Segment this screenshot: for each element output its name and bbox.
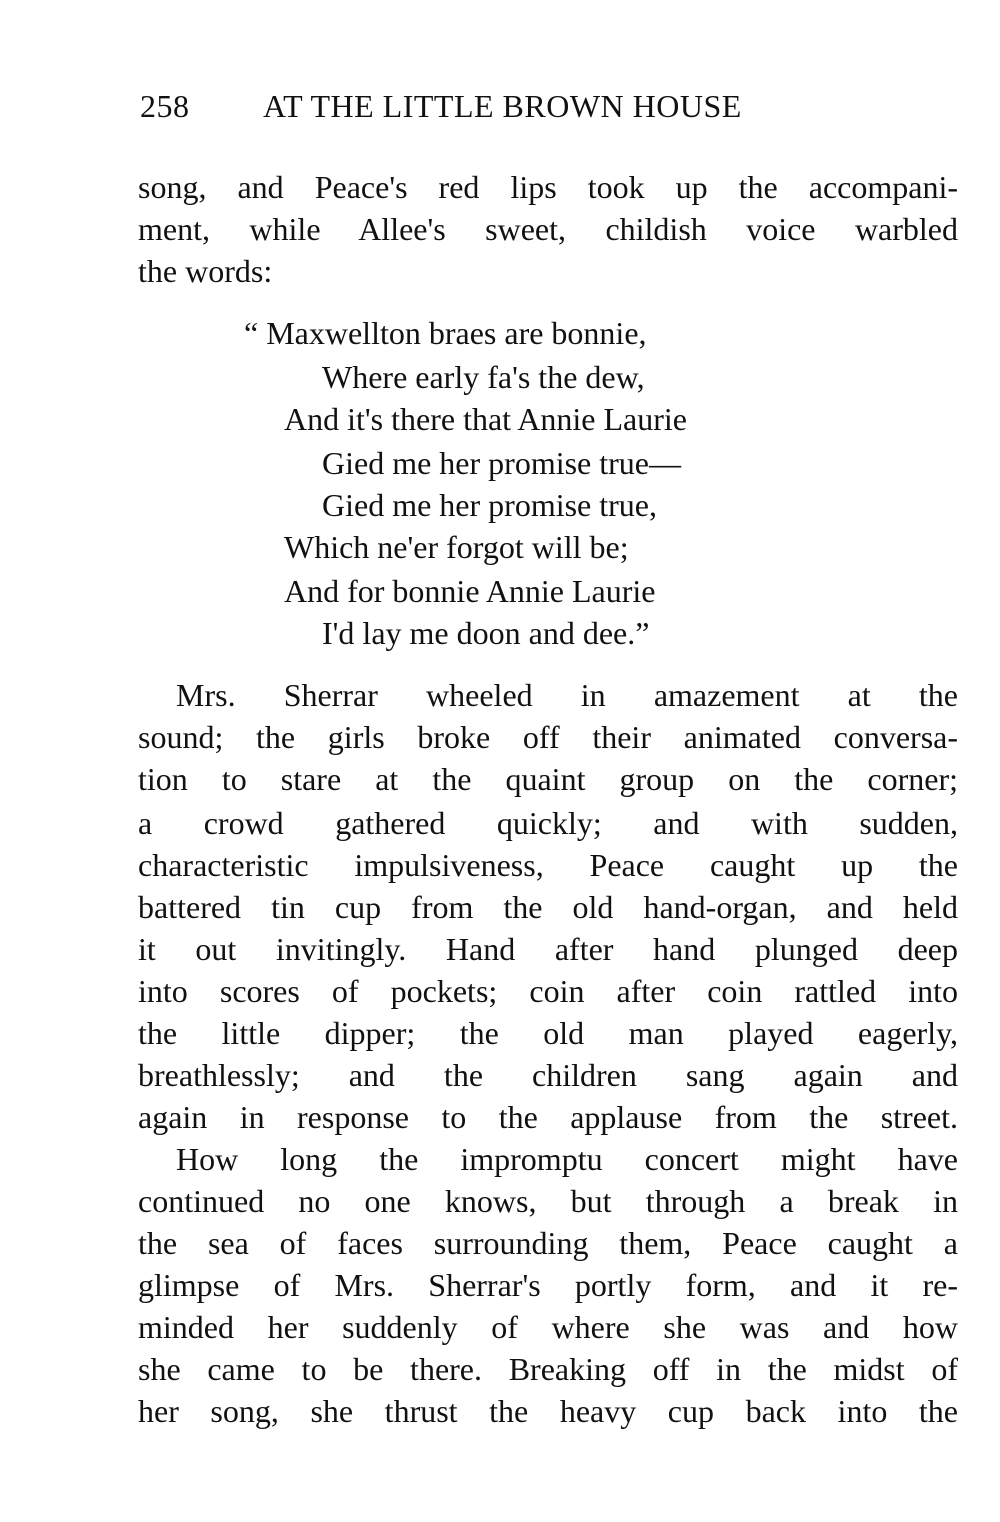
text-line: Mrs. Sherrar wheeled in amazement at the [176,677,958,713]
text-line: the words: [138,253,273,289]
text-line: continued no one knows, but through a break in [138,1183,958,1219]
text-line: minded her suddenly of where she was and how [138,1309,958,1345]
text-line: her song, she thrust the heavy cup back into the [138,1393,958,1429]
text-line: she came to be there. Breaking off in the midst of [138,1351,958,1387]
text-line: characteristic impulsiveness, Peace caught up the [138,847,958,883]
text-line: battered tin cup from the old hand-organ, and held [138,889,958,925]
running-title: AT THE LITTLE BROWN HOUSE [263,88,742,124]
text-line: How long the impromptu concert might have [176,1141,958,1177]
text-line: song, and Peace's red lips took up the accompani- [138,169,958,205]
text-line: into scores of pockets; coin after coin rattled into [138,973,958,1009]
text-line: breathlessly; and the children sang again and [138,1057,958,1093]
text-line: the little dipper; the old man played eagerly, [138,1015,958,1051]
text-line: a crowd gathered quickly; and with sudden, [138,805,958,841]
verse-line: Where early fa's the dew, [322,359,645,395]
verse-line: And for bonnie Annie Laurie [284,573,656,609]
text-line: glimpse of Mrs. Sherrar's portly form, and it re- [138,1267,958,1303]
verse-line: Which ne'er forgot will be; [284,529,629,565]
text-line: tion to stare at the quaint group on the corner; [138,761,958,797]
page-number: 258 [140,88,190,124]
verse-line: Gied me her promise true, [322,487,657,523]
text-line: the sea of faces surrounding them, Peace caught a [138,1225,958,1261]
text-line: again in response to the applause from the street. [138,1099,958,1135]
text-line: ment, while Allee's sweet, childish voice warbled [138,211,958,247]
verse-line: I'd lay me doon and dee.” [322,615,650,651]
verse-line: Gied me her promise true— [322,445,681,481]
verse-line: And it's there that Annie Laurie [284,401,687,437]
verse-line: “ Maxwellton braes are bonnie, [244,315,647,351]
page-header [140,88,960,128]
text-line: sound; the girls broke off their animated conversa- [138,719,958,755]
text-line: it out invitingly. Hand after hand plunged deep [138,931,958,967]
